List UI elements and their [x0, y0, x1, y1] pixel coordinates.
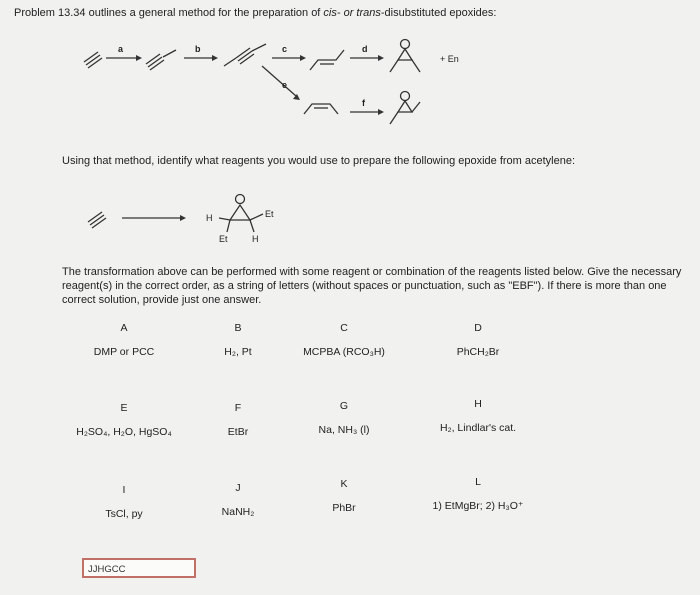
reagent-name: H₂SO₄, H₂O, HgSO₄	[76, 426, 172, 438]
reagent-name: PhBr	[332, 502, 356, 514]
label-f: f	[362, 98, 365, 108]
target-label-h1: H	[206, 213, 213, 223]
reagent-name: 1) EtMgBr; 2) H₃O⁺	[432, 500, 524, 512]
reagent-j	[178, 482, 298, 518]
reagent-name: H₂, Lindlar's cat.	[439, 422, 517, 434]
instructions-text: The transformation above can be performed with some reagent or combination of the reagents listed below. Give the necessary reagent(s) in the correct order, as a string of letters (without spaces or punctuation, such as "EBF"). If there is more than one correct solution, provide just one answer.	[62, 266, 682, 306]
trans-alkene	[304, 104, 338, 114]
reagent-letter: E	[120, 402, 128, 414]
reagent-i	[64, 484, 184, 520]
target-label-h2: H	[252, 234, 259, 244]
reagent-name: H₂, Pt	[224, 346, 252, 358]
reagent-letter: A	[120, 322, 128, 334]
reagent-name: MCPBA (RCO₃H)	[303, 346, 385, 358]
reagent-letter: L	[475, 476, 481, 488]
reagent-c	[284, 322, 404, 358]
reagent-name: PhCH₂Br	[456, 346, 500, 358]
reagent-letter: C	[340, 322, 348, 334]
target-label-et1: Et	[265, 209, 274, 219]
question-text: Using that method, identify what reagents you would use to prepare the following epoxide from acetylene:	[62, 155, 576, 167]
reagent-name: DMP or PCC	[93, 346, 155, 358]
cis-epoxide	[390, 40, 420, 73]
arrow-e	[262, 66, 296, 96]
target-epoxide	[219, 195, 263, 233]
trans-epoxide	[390, 92, 420, 125]
target-label-et2: Et	[219, 234, 228, 244]
reagent-letter: K	[340, 478, 348, 490]
label-a: a	[118, 44, 124, 54]
reagent-l	[418, 476, 538, 512]
reagent-letter: I	[122, 484, 126, 496]
reagent-a	[64, 322, 184, 358]
internal-alkyne	[224, 44, 266, 66]
label-d: d	[362, 44, 368, 54]
reagent-name: EtBr	[227, 426, 249, 438]
reagent-letter: B	[234, 322, 242, 334]
reagent-letter: D	[474, 322, 482, 334]
answer-input[interactable]: JJHGCC	[82, 558, 196, 578]
acetylene-question	[88, 212, 106, 228]
title-prefix: Problem 13.34 outlines a general method for the preparation of	[14, 7, 324, 19]
title-suffix: -disubstituted epoxides:	[380, 7, 497, 19]
reagent-f	[178, 402, 298, 438]
reagent-g	[284, 400, 404, 436]
label-b: b	[195, 44, 201, 54]
acetylene-start	[84, 52, 102, 68]
reagent-b	[178, 322, 298, 358]
reagent-letter: J	[235, 482, 241, 494]
reagent-e	[64, 402, 184, 438]
reagent-letter: H	[474, 398, 482, 410]
reagent-d	[418, 322, 538, 358]
label-c: c	[282, 44, 288, 54]
reagent-letter: G	[339, 400, 349, 412]
reagent-letter: F	[234, 402, 242, 414]
cis-alkene	[310, 50, 344, 70]
terminal-alkyne	[146, 50, 176, 70]
reagent-h	[418, 398, 538, 434]
extra-product: + En	[440, 54, 459, 64]
reagent-name: TsCl, py	[105, 508, 143, 520]
reagent-k	[284, 478, 404, 514]
reagent-name: Na, NH₃ (l)	[318, 424, 370, 436]
title-italic: cis- or trans	[323, 7, 381, 19]
label-e: e	[282, 80, 288, 90]
reagent-name: NaNH₂	[221, 506, 255, 518]
